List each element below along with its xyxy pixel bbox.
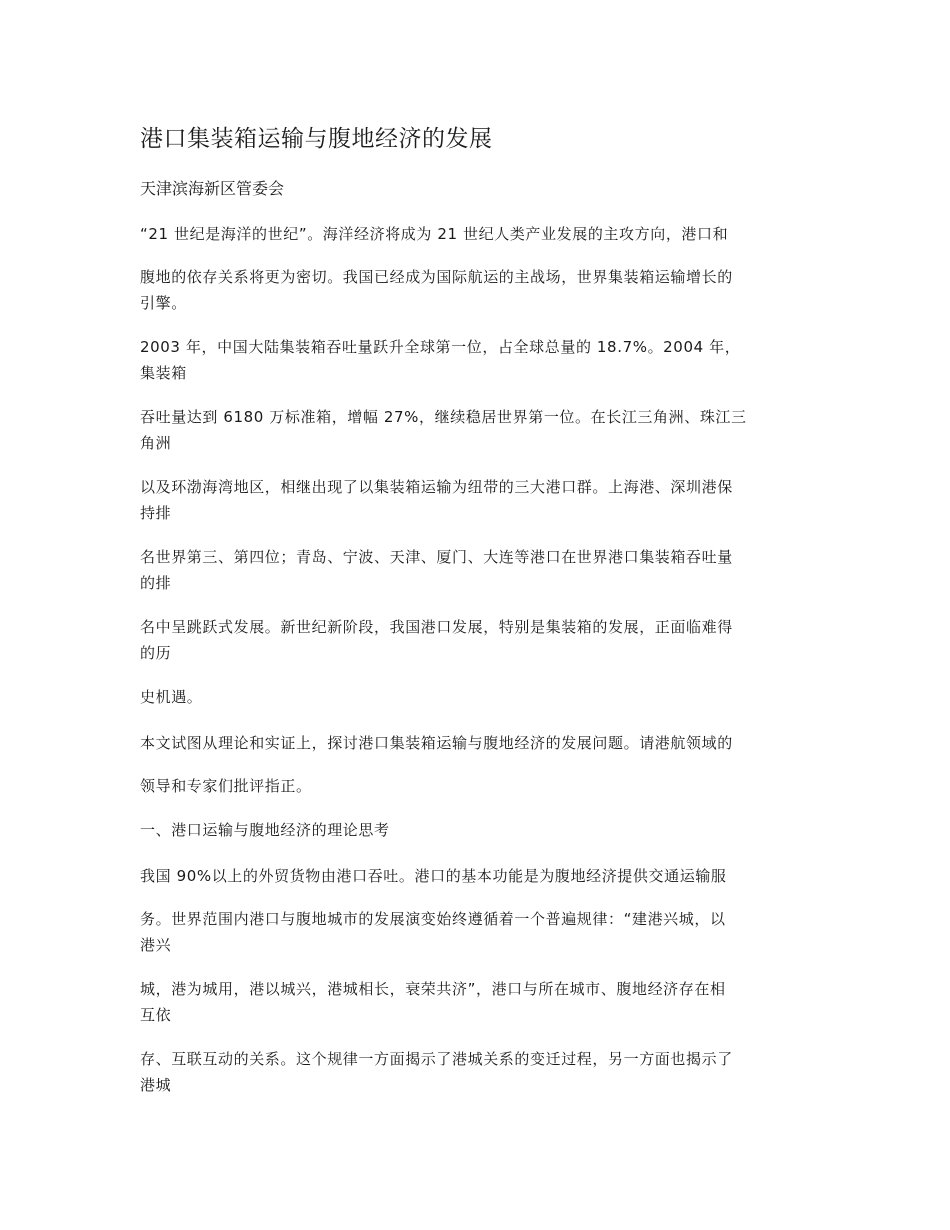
paragraph-line: 港兴 bbox=[140, 936, 172, 954]
section-heading: 一、港口运输与腹地经济的理论思考 bbox=[140, 821, 390, 839]
paragraph-line: 腹地的依存关系将更为密切。我国已经成为国际航运的主战场，世界集装箱运输增长的 bbox=[140, 268, 733, 286]
document-author: 天津滨海新区管委会 bbox=[140, 179, 285, 198]
paragraph-line: 名世界第三、第四位；青岛、宁波、天津、厦门、大连等港口在世界港口集装箱吞吐量 bbox=[140, 548, 733, 566]
paragraph-line: 吞吐量达到 6180 万标准箱，增幅 27%，继续稳居世界第一位。在长江三角洲、珠江三 bbox=[140, 408, 747, 426]
paragraph-line: 城，港为城用，港以城兴，港城相长，衰荣共济”，港口与所在城市、腹地经济存在相 bbox=[140, 980, 726, 998]
paragraph-line: 本文试图从理论和实证上，探讨港口集装箱运输与腹地经济的发展问题。请港航领域的 bbox=[140, 734, 733, 752]
paragraph-line: 我国 90%以上的外贸货物由港口吞吐。港口的基本功能是为腹地经济提供交通运输服 bbox=[140, 867, 727, 885]
paragraph-line: 引擎。 bbox=[140, 294, 187, 312]
paragraph-line: 角洲 bbox=[140, 434, 172, 452]
document-title: 港口集装箱运输与腹地经济的发展 bbox=[140, 126, 493, 152]
paragraph-line: 的历 bbox=[140, 644, 172, 662]
paragraph-line: 存、互联互动的关系。这个规律一方面揭示了港城关系的变迁过程，另一方面也揭示了 bbox=[140, 1050, 733, 1068]
paragraph-line: 集装箱 bbox=[140, 364, 187, 382]
paragraph-line: 名中呈跳跃式发展。新世纪新阶段，我国港口发展，特别是集装箱的发展，正面临难得 bbox=[140, 618, 733, 636]
paragraph-line: 务。世界范围内港口与腹地城市的发展演变始终遵循着一个普遍规律：“建港兴城，以 bbox=[140, 910, 726, 928]
paragraph-line: “21 世纪是海洋的世纪”。海洋经济将成为 21 世纪人类产业发展的主攻方向，港口和 bbox=[140, 225, 729, 243]
paragraph-line: 领导和专家们批评指正。 bbox=[140, 777, 312, 795]
paragraph-line: 史机遇。 bbox=[140, 688, 203, 706]
paragraph-line: 持排 bbox=[140, 504, 172, 522]
paragraph-line: 2003 年，中国大陆集装箱吞吐量跃升全球第一位，占全球总量的 18.7%。2004 年， bbox=[140, 338, 741, 356]
paragraph-line: 以及环渤海湾地区，相继出现了以集装箱运输为纽带的三大港口群。上海港、深圳港保 bbox=[140, 478, 733, 496]
paragraph-line: 港城 bbox=[140, 1076, 172, 1094]
paragraph-line: 的排 bbox=[140, 574, 172, 592]
paragraph-line: 互依 bbox=[140, 1006, 172, 1024]
